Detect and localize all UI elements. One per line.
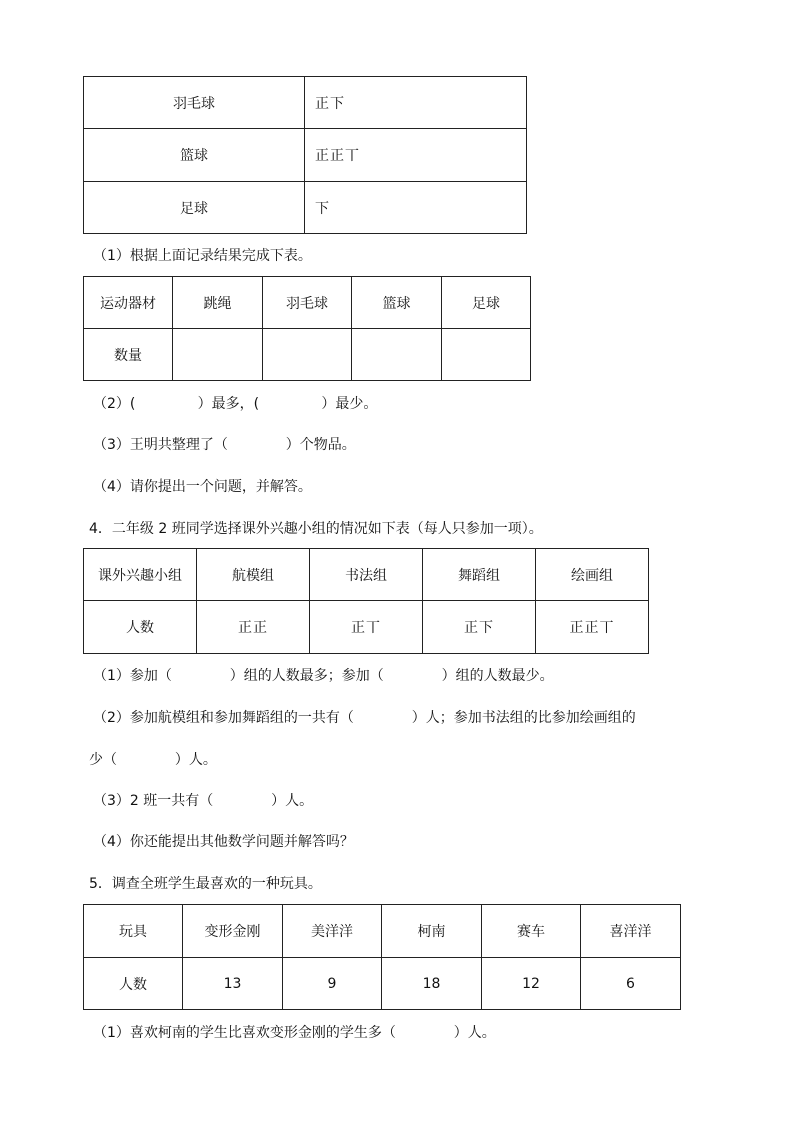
q3-sub2: （2）( ）最多，( ）最少。 [93,396,378,412]
table-header-cell: 绘画组 [536,549,649,601]
table-header-cell: 足球 [442,277,531,329]
table-header-cell: 玩具 [84,905,183,958]
answer-cell[interactable] [442,329,531,381]
q4-sub3: （3）2 班一共有（ ）人。 [93,793,314,809]
table-header-cell: 羽毛球 [263,277,352,329]
table-cell: 9 [283,958,382,1010]
table-header-cell: 课外兴趣小组 [84,549,197,601]
table-header-cell: 篮球 [352,277,442,329]
sports-equipment-table [83,276,531,381]
table-cell: 人数 [84,958,183,1010]
tally-cell: 正下 [305,77,527,129]
table-header-cell: 变形金刚 [183,905,283,958]
table-header-cell: 跳绳 [173,277,263,329]
q4-sub2a: （2）参加航模组和参加舞蹈组的一共有（ ）人；参加书法组的比参加绘画组的 [93,710,636,726]
q5-sub1: （1）喜欢柯南的学生比喜欢变形金刚的学生多（ ）人。 [93,1025,496,1041]
table-cell: 数量 [84,329,173,381]
table-cell: 6 [581,958,681,1010]
answer-cell[interactable] [352,329,442,381]
table-cell: 18 [382,958,482,1010]
q4-sub2b: 少（ ）人。 [89,752,217,768]
q3-sub3: （3）王明共整理了（ ）个物品。 [93,437,356,453]
interest-group-table [83,548,649,654]
table-header-cell: 航模组 [197,549,310,601]
table-header-cell: 美洋洋 [283,905,382,958]
table-header-cell: 赛车 [482,905,581,958]
table-header-cell: 运动器材 [84,277,173,329]
q4-title: 4．二年级 2 班同学选择课外兴趣小组的情况如下表（每人只参加一项）。 [89,521,543,537]
tally-record-table [83,76,527,234]
q4-sub4: （4）你还能提出其他数学问题并解答吗？ [93,834,354,850]
table-header-cell: 柯南 [382,905,482,958]
tally-cell: 正丅 [310,601,423,654]
table-cell: 羽毛球 [84,77,305,129]
table-header-cell: 舞蹈组 [423,549,536,601]
tally-cell: 正正丅 [305,129,527,182]
table-cell: 12 [482,958,581,1010]
table-header-cell: 书法组 [310,549,423,601]
answer-cell[interactable] [173,329,263,381]
tally-cell: 正正丅 [536,601,649,654]
table-cell: 13 [183,958,283,1010]
q5-title: 5．调查全班学生最喜欢的一种玩具。 [89,876,322,892]
tally-cell: 正下 [423,601,536,654]
table-header-cell: 喜洋洋 [581,905,681,958]
toy-preference-table [83,904,681,1010]
table-cell: 足球 [84,182,305,234]
table-cell: 人数 [84,601,197,654]
answer-cell[interactable] [263,329,352,381]
q4-sub1: （1）参加（ ）组的人数最多；参加（ ）组的人数最少。 [93,668,554,684]
tally-cell: 正正 [197,601,310,654]
tally-cell: 下 [305,182,527,234]
q3-sub4: （4）请你提出一个问题，并解答。 [93,479,312,495]
q3-sub1: （1）根据上面记录结果完成下表。 [93,248,312,264]
table-cell: 篮球 [84,129,305,182]
